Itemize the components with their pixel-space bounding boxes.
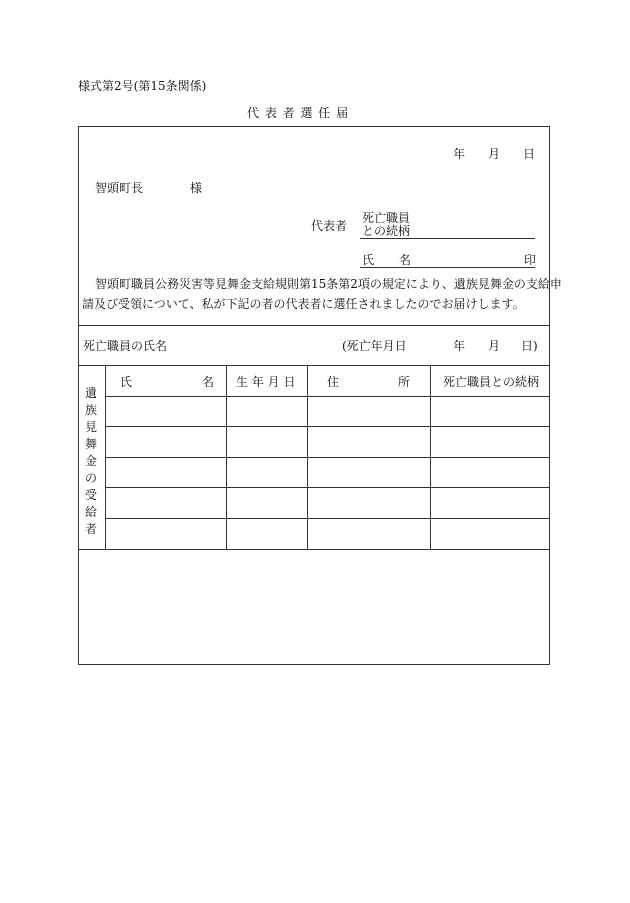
table-row bbox=[106, 488, 550, 518]
recipients-side-label-char: 舞 bbox=[85, 437, 98, 451]
cell-relation[interactable] bbox=[431, 427, 550, 457]
cell-birthdate[interactable] bbox=[227, 488, 307, 518]
cell-name[interactable] bbox=[106, 488, 226, 518]
cell-relation[interactable] bbox=[431, 488, 550, 518]
cell-address[interactable] bbox=[308, 397, 430, 426]
relation-underline bbox=[360, 238, 535, 239]
divider-1 bbox=[78, 325, 550, 326]
remarks-area[interactable] bbox=[79, 550, 549, 664]
cell-birthdate[interactable] bbox=[227, 397, 307, 426]
deceased-name-label: 死亡職員の氏名 bbox=[83, 339, 168, 353]
date-year-label: 年 bbox=[453, 147, 466, 161]
header-address-2: 所 bbox=[398, 375, 411, 389]
body-text-line2: 請及び受領について、私が下記の者の代表者に選任されましたのでお届けします。 bbox=[82, 297, 525, 311]
cell-birthdate[interactable] bbox=[227, 519, 307, 549]
seal-mark: 印 bbox=[524, 253, 537, 267]
death-year-label: 年 bbox=[453, 339, 466, 353]
table-row bbox=[106, 519, 550, 549]
death-month-label: 月 bbox=[488, 339, 501, 353]
table-row bbox=[106, 458, 550, 487]
header-name-1: 氏 bbox=[120, 375, 133, 389]
header-relation: 死亡職員との続柄 bbox=[443, 375, 540, 389]
representative-label: 代表者 bbox=[311, 219, 348, 233]
addressee-honorific: 様 bbox=[190, 181, 203, 195]
cell-address[interactable] bbox=[308, 488, 430, 518]
recipients-side-label-char: 金 bbox=[85, 454, 98, 468]
cell-relation[interactable] bbox=[431, 397, 550, 426]
cell-name[interactable] bbox=[106, 519, 226, 549]
cell-name[interactable] bbox=[106, 397, 226, 426]
table-row bbox=[106, 427, 550, 457]
recipients-side-label-char: 見 bbox=[85, 420, 98, 434]
cell-address[interactable] bbox=[308, 458, 430, 487]
recipients-side-label-char: 族 bbox=[85, 403, 98, 417]
representative-name-label-2: 名 bbox=[399, 253, 412, 267]
relation-label-line2: との続柄 bbox=[362, 224, 411, 238]
cell-address[interactable] bbox=[308, 519, 430, 549]
cell-name[interactable] bbox=[106, 427, 226, 457]
cell-relation[interactable] bbox=[431, 458, 550, 487]
header-name-2: 名 bbox=[202, 375, 215, 389]
representative-name-label-1: 氏 bbox=[362, 253, 375, 267]
recipients-side-label-char: 受 bbox=[85, 488, 98, 502]
cell-birthdate[interactable] bbox=[227, 458, 307, 487]
divider-2 bbox=[78, 365, 550, 366]
name-underline bbox=[360, 267, 535, 268]
recipients-side-label-char: 給 bbox=[85, 505, 98, 519]
relation-label-line1: 死亡職員 bbox=[362, 211, 411, 225]
recipients-side-label-char: 遺 bbox=[85, 386, 98, 400]
header-birthdate: 生 年 月 日 bbox=[236, 375, 296, 389]
addressee-name: 智頭町長 bbox=[95, 181, 144, 195]
table-row bbox=[106, 397, 550, 426]
cell-birthdate[interactable] bbox=[227, 427, 307, 457]
body-text-line1: 智頭町職員公務災害等見舞金支給規則第15条第2項の規定により、遺族見舞金の支給申 bbox=[95, 277, 562, 291]
date-day-label: 日 bbox=[523, 147, 536, 161]
header-address-1: 住 bbox=[327, 375, 340, 389]
recipients-side-label-char: 者 bbox=[85, 522, 98, 536]
cell-relation[interactable] bbox=[431, 519, 550, 549]
form-title: 代 表 者 選 任 届 bbox=[247, 106, 350, 120]
form-number: 様式第2号(第15条関係) bbox=[78, 79, 207, 93]
death-day-label: 日) bbox=[521, 339, 538, 353]
recipients-side-label-char: の bbox=[85, 471, 98, 485]
cell-address[interactable] bbox=[308, 427, 430, 457]
death-date-label: (死亡年月日 bbox=[342, 339, 407, 353]
date-month-label: 月 bbox=[488, 147, 501, 161]
cell-name[interactable] bbox=[106, 458, 226, 487]
